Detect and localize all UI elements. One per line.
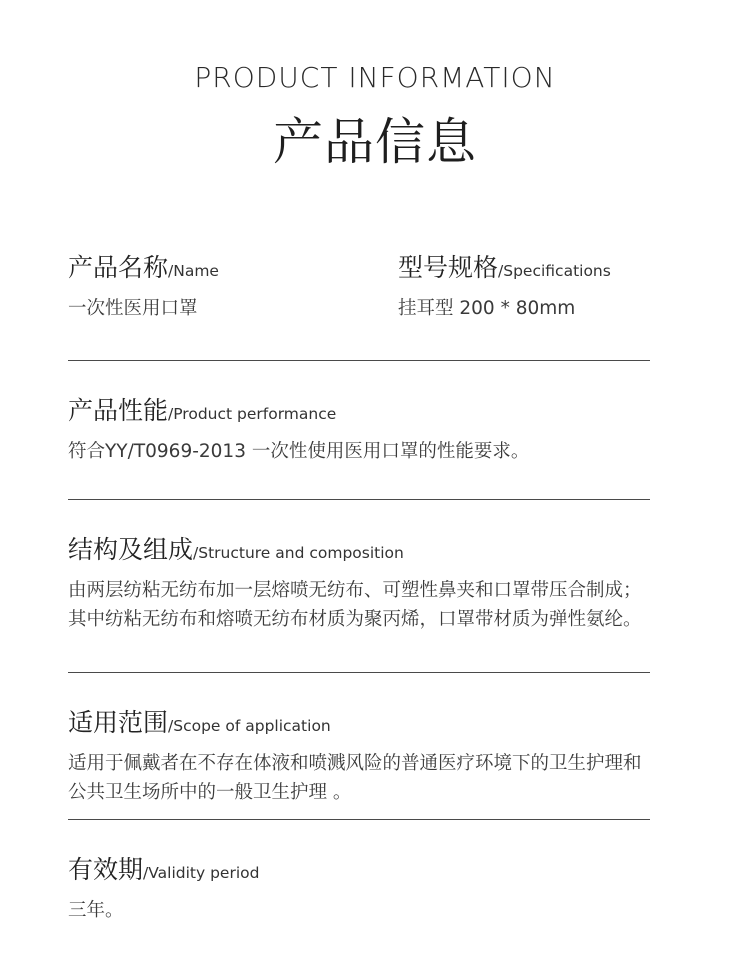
structure-heading bbox=[68, 530, 650, 570]
title-chinese: 产品信息 bbox=[273, 113, 477, 171]
performance-label-zh: 产品性能 bbox=[68, 396, 169, 425]
performance-section bbox=[68, 361, 650, 499]
spec-label-zh: 型号规格 bbox=[398, 253, 499, 282]
name-label-en: /Name bbox=[168, 262, 219, 280]
name-block bbox=[68, 248, 398, 360]
validity-section bbox=[68, 820, 650, 930]
performance-heading bbox=[68, 391, 650, 431]
performance-value: 符合YY/T0969-2013 一次性使用医用口罩的性能要求。 bbox=[68, 441, 530, 462]
structure-value: 由两层纺粘无纺布加一层熔喷无纺布、可塑性鼻夹和口罩带压合制成；其中纺粘无纺布和熔喷无纺布材质为聚丙烯，口罩带材质为弹性氨纶。 bbox=[68, 580, 642, 630]
validity-label-en: /Validity period bbox=[143, 864, 260, 882]
validity-value: 三年。 bbox=[68, 900, 124, 921]
structure-label-zh: 结构及组成 bbox=[68, 535, 194, 564]
scope-label-zh: 适用范围 bbox=[68, 708, 169, 737]
name-heading bbox=[68, 248, 398, 288]
performance-label-en: /Product performance bbox=[168, 405, 337, 423]
scope-section bbox=[68, 673, 650, 819]
name-spec-row bbox=[68, 248, 650, 360]
validity-label-zh: 有效期 bbox=[68, 855, 144, 884]
scope-heading bbox=[68, 703, 650, 743]
spec-label-en: /Specifications bbox=[498, 262, 611, 280]
title-english: PRODUCT INFORMATION bbox=[194, 61, 556, 94]
spec-block bbox=[398, 248, 650, 360]
product-info-content bbox=[68, 248, 650, 930]
structure-section bbox=[68, 500, 650, 672]
validity-heading bbox=[68, 850, 650, 890]
name-value: 一次性医用口罩 bbox=[68, 298, 198, 319]
scope-label-en: /Scope of application bbox=[168, 717, 331, 735]
structure-label-en: /Structure and composition bbox=[193, 544, 404, 562]
spec-value: 挂耳型 200 * 80mm bbox=[398, 298, 576, 319]
spec-heading bbox=[398, 248, 650, 288]
page-header bbox=[0, 58, 750, 172]
scope-value: 适用于佩戴者在不存在体液和喷溅风险的普通医疗环境下的卫生护理和公共卫生场所中的一般卫生护理 。 bbox=[68, 753, 642, 803]
name-label-zh: 产品名称 bbox=[68, 253, 169, 282]
